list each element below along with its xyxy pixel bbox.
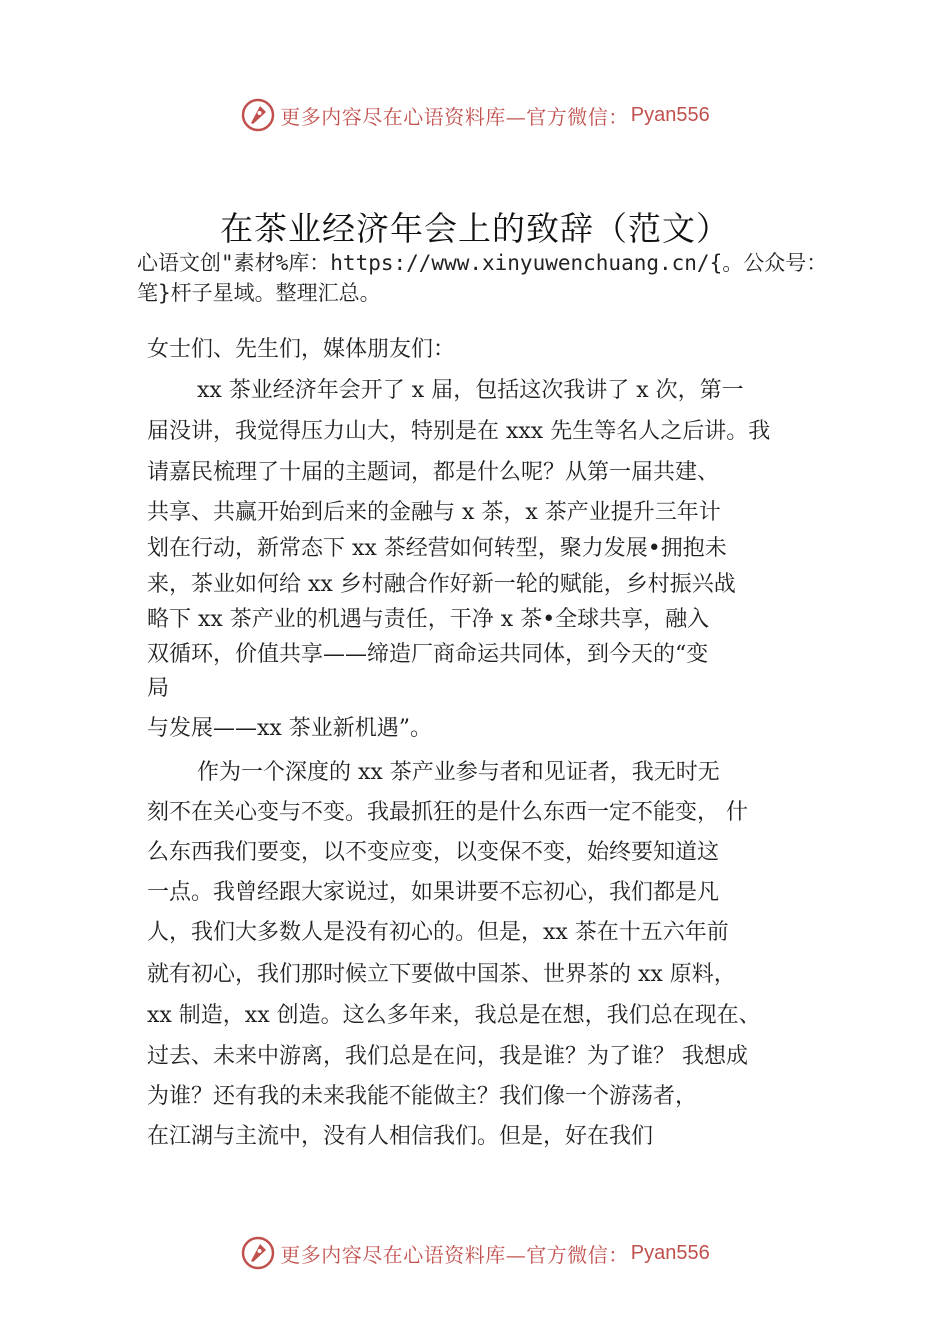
body-line: xx 茶业经济年会开了 x 届，包括这次我讲了 x 次，第一 — [197, 378, 744, 403]
watermark-text: 更多内容尽在心语资料库—官方微信： — [280, 1242, 629, 1267]
body-line: 么东西我们要变，以不变应变，以变保不变，始终要知道这 — [147, 840, 720, 865]
document-title: 在茶业经济年会上的致辞（范文） — [220, 209, 730, 248]
body-line: 作为一个深度的 xx 茶产业参与者和见证者，我无时无 — [197, 760, 720, 785]
body-line: 划在行动，新常态下 xx 茶经营如何转型，聚力发展•拥抱未 — [147, 536, 727, 561]
body-line: 就有初心，我们那时候立下要做中国茶、世界茶的 xx 原料， — [147, 962, 736, 987]
body-line: 略下 xx 茶产业的机遇与责任，干净 x 茶•全球共享，融入 — [147, 607, 710, 632]
body-line: 共享、共赢开始到后来的金融与 x 茶，x 茶产业提升三年计 — [147, 500, 721, 525]
pen-nib-logo-icon — [240, 97, 276, 133]
watermark-header — [0, 95, 950, 135]
pen-nib-logo-icon — [240, 1235, 276, 1271]
body-line: 为谁？还有我的未来我能不能做主？我们像一个游荡者， — [147, 1084, 698, 1109]
body-line: 女士们、先生们，媒体朋友们： — [147, 337, 456, 362]
body-line: xx 制造，xx 创造。这么多年来，我总是在想，我们总在现在、 — [147, 1003, 761, 1028]
watermark-wechat-id: Pyan556 — [630, 1241, 710, 1264]
watermark-wechat-id: Pyan556 — [630, 103, 710, 126]
body-line: 请嘉民梳理了十届的主题词，都是什么呢？从第一届共建、 — [147, 460, 720, 485]
body-line: 刻不在关心变与不变。我最抓狂的是什么东西一定不能变， 什 — [147, 800, 748, 825]
body-line: 双循环，价值共享——缔造厂商命运共同体，到今天的“变 — [147, 642, 709, 667]
body-line: 人，我们大多数人是没有初心的。但是，xx 茶在十五六年前 — [147, 920, 729, 945]
body-line: 局 — [147, 676, 170, 701]
body-line: 过去、未来中游离，我们总是在问，我是谁？为了谁？ 我想成 — [147, 1044, 748, 1069]
body-line: 与发展——xx 茶业新机遇”。 — [147, 716, 433, 741]
watermark-text: 更多内容尽在心语资料库—官方微信： — [280, 104, 629, 129]
body-line: 来，茶业如何给 xx 乡村融合作好新一轮的赋能，乡村振兴战 — [147, 572, 736, 597]
body-line: 届没讲，我觉得压力山大，特别是在 xxx 先生等名人之后讲。我 — [147, 419, 771, 444]
watermark-footer — [0, 1233, 950, 1273]
body-line: 在江湖与主流中，没有人相信我们。但是，好在我们 — [147, 1124, 654, 1149]
source-line: 心语文创"素材%库：https://www.xinyuwenchuang.cn/{。公众号：笔}杆子星域。整理汇总。 — [137, 251, 828, 305]
body-line: 一点。我曾经跟大家说过，如果讲要不忘初心，我们都是凡 — [147, 880, 720, 905]
